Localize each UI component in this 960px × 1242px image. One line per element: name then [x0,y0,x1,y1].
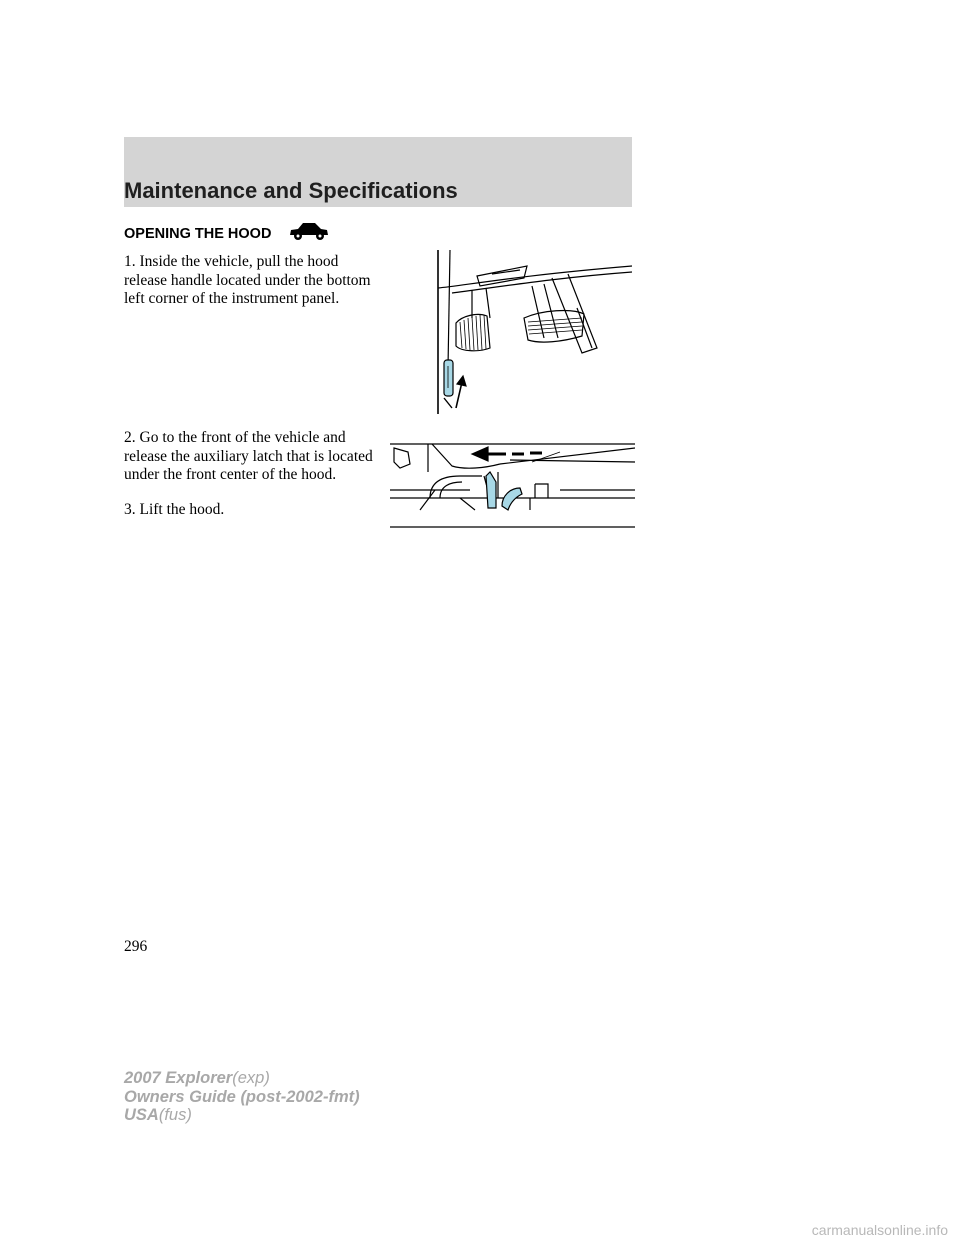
document-footer [124,1069,360,1125]
footer-model-code: (exp) [232,1069,270,1087]
footer-model: 2007 Explorer [124,1069,233,1087]
footer-market: USA [124,1106,159,1124]
footer-market-code: (fus) [158,1106,192,1124]
step-1-text: 1. Inside the vehicle, pull the hood release handle located under the bottom left corner of the instrument panel. [124,253,371,307]
page-number: 296 [124,938,148,955]
section-heading: OPENING THE HOOD [124,226,272,242]
car-icon [288,220,330,242]
step-2-text: 2. Go to the front of the vehicle and release the auxiliary latch that is located under the front center of the hood. [124,429,373,483]
watermark: carmanualsonline.info [811,1222,948,1238]
hood-release-handle-illustration [432,248,632,414]
auxiliary-latch-illustration [390,440,635,530]
chapter-title: Maintenance and Specifications [124,178,458,203]
footer-guide-format: Owners Guide (post-2002-fmt) [124,1087,360,1106]
step-3-text: 3. Lift the hood. [124,501,225,518]
